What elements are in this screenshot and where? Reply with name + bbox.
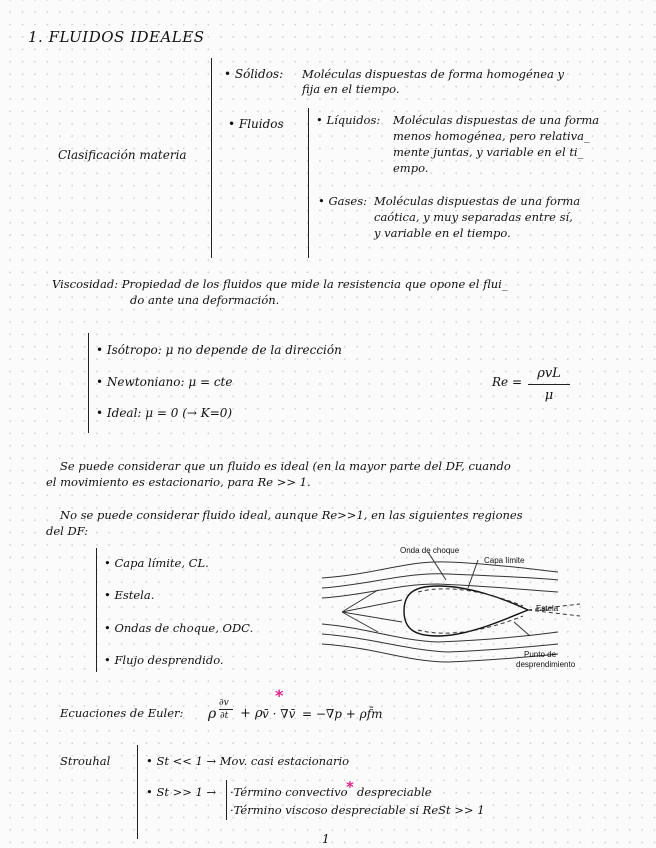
- viscosidad-line-2: do ante una deformación.: [130, 293, 280, 307]
- label-onda-choque: Onda de choque: [400, 546, 460, 555]
- region-flujo-desprendido: • Flujo desprendido.: [104, 653, 224, 667]
- newtoniano-item: • Newtoniano: μ = cte: [96, 375, 233, 389]
- strouhal-label: Strouhal: [60, 754, 111, 768]
- strouhal-big: • St >> 1 →: [146, 785, 217, 799]
- gases-line-2: caótica, y muy separadas entre sí,: [374, 210, 573, 224]
- liquidos-line-2: menos homogénea, pero relativa_: [393, 129, 590, 143]
- region-ondas-choque: • Ondas de choque, ODC.: [104, 621, 254, 635]
- page-number: 1: [322, 832, 330, 846]
- liquidos-line-1: Moléculas dispuestas de una forma: [393, 113, 600, 127]
- ideal-para-line-2: el movimiento es estacionario, para Re >> 1.: [46, 475, 311, 489]
- euler-convective: v̄ · ∇v̄: [262, 707, 296, 721]
- gases-label: • Gases:: [318, 194, 367, 208]
- label-estela: Estela: [536, 604, 559, 613]
- gases-line-1: Moléculas dispuestas de una forma: [374, 194, 581, 208]
- euler-frac-num: ∂v: [219, 698, 229, 708]
- euler-plus-rho: + ρ: [240, 706, 263, 721]
- reynolds-denominator: μ: [544, 388, 554, 403]
- gases-line-3: y variable en el tiempo.: [374, 226, 511, 240]
- term-convectivo: ·Término convectivo: [230, 785, 348, 799]
- strouhal-small: • St << 1 → Mov. casi estacionario: [146, 754, 350, 768]
- isotropo-item: • Isótropo: μ no depende de la dirección: [96, 343, 342, 357]
- euler-label: Ecuaciones de Euler:: [60, 706, 184, 720]
- page-title: 1. FLUIDOS IDEALES: [28, 28, 205, 46]
- label-capa-limite: Capa límite: [484, 556, 525, 565]
- reynolds-numerator: ρvL: [537, 366, 561, 381]
- region-estela: • Estela.: [104, 588, 155, 602]
- liquidos-line-3: mente juntas, y variable en el ti_: [393, 145, 584, 159]
- classification-label: Clasificación materia: [58, 148, 187, 162]
- classification-brace: [211, 58, 212, 258]
- label-punto-2: desprendimiento: [516, 660, 576, 669]
- fluidos-brace: [308, 108, 309, 258]
- label-punto-1: Punto de: [524, 650, 557, 659]
- euler-frac-den: ∂t: [220, 711, 229, 721]
- ideal-para-line-1: Se puede considerar que un fluido es ideal (en la mayor parte del DF, cuando: [60, 459, 511, 473]
- liquidos-label: • Líquidos:: [316, 113, 381, 127]
- euler-rho: ρ: [208, 706, 217, 722]
- solidos-label: • Sólidos:: [224, 67, 284, 81]
- region-capa-limite: • Capa límite, CL.: [104, 556, 209, 570]
- no-ideal-line-2: del DF:: [46, 524, 89, 538]
- liquidos-line-4: empo.: [393, 161, 429, 175]
- euler-frac-bar: [219, 709, 233, 710]
- term-convectivo-despreciable: despreciable: [357, 785, 432, 799]
- solidos-line-1: Moléculas dispuestas de forma homogénea y: [302, 67, 565, 81]
- fluidos-label: • Fluidos: [228, 117, 284, 131]
- euler-asterisk: *: [275, 686, 284, 705]
- no-ideal-line-1: No se puede considerar fluido ideal, aunque Re>>1, en las siguientes regiones: [60, 508, 523, 522]
- ideal-item: • Ideal: μ = 0 (→ K=0): [96, 406, 233, 420]
- strouhal-brace: [137, 745, 138, 839]
- reynolds-lhs: Re =: [492, 375, 523, 389]
- strouhal-big-brace: [226, 780, 227, 820]
- fluid-types-brace: [88, 333, 89, 433]
- term-asterisk: *: [346, 778, 354, 796]
- regions-brace: [96, 548, 97, 672]
- reynolds-fraction-bar: [528, 384, 570, 385]
- viscosidad-line-1: Viscosidad: Propiedad de los fluidos que mide la resistencia que opone el flui_: [52, 277, 508, 291]
- term-viscoso: ·Término viscoso despreciable si ReSt >> 1: [230, 803, 485, 817]
- euler-rhs: = −∇p + ρf̄m: [302, 707, 383, 721]
- solidos-line-2: fija en el tiempo.: [302, 82, 400, 96]
